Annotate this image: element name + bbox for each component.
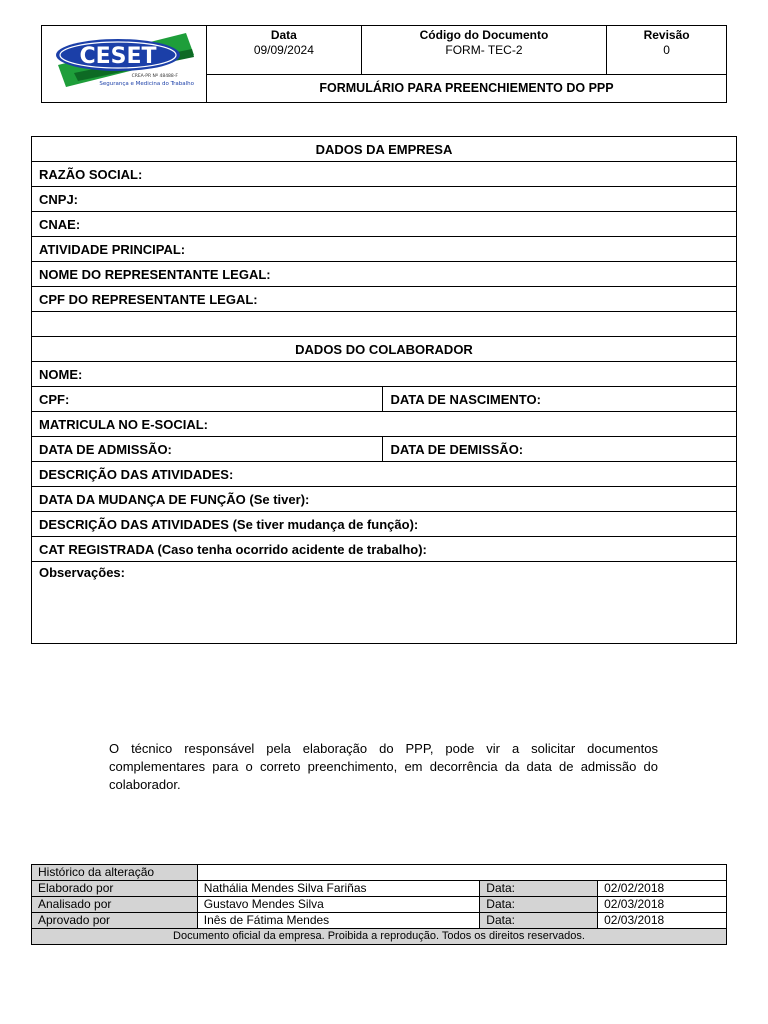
code-label: Código do Documento — [419, 28, 549, 42]
cnae-field[interactable]: CNAE: — [32, 212, 737, 237]
date-label: Data — [270, 28, 297, 42]
person-name: Gustavo Mendes Silva — [197, 897, 480, 913]
revision-history — [31, 864, 727, 945]
revision-value: 0 — [663, 43, 670, 57]
employee-section-title: DADOS DO COLABORADOR — [32, 337, 737, 362]
code-cell — [361, 26, 606, 75]
descricao-mudanca-field[interactable]: DESCRIÇÃO DAS ATIVIDADES (Se tiver mudança de função): — [32, 512, 737, 537]
responsible-note: O técnico responsável pela elaboração do PPP, pode vir a solicitar documentos complementares para o correto preenchimento, em decorrência da data de admissão do colaborador. — [109, 741, 658, 792]
logo-tagline: Segurança e Medicina do Trabalho — [99, 80, 194, 87]
ceset-logo-icon — [44, 27, 204, 99]
cnpj-field[interactable]: CNPJ: — [32, 187, 737, 212]
matricula-field[interactable]: MATRICULA NO E-SOCIAL: — [32, 412, 737, 437]
date-cell — [206, 26, 361, 75]
logo-text: CESET — [79, 43, 157, 69]
revision-cell — [607, 26, 727, 75]
history-value — [197, 865, 726, 881]
revision-label: Revisão — [643, 28, 690, 42]
person-name: Inês de Fátima Mendes — [197, 913, 480, 929]
company-section-title: DADOS DA EMPRESA — [32, 137, 737, 162]
history-label: Histórico da alteração — [32, 865, 198, 881]
nome-field[interactable]: NOME: — [32, 362, 737, 387]
date-label: Data: — [480, 897, 598, 913]
role-label: Elaborado por — [32, 881, 198, 897]
disclaimer: Documento oficial da empresa. Proibida a reprodução. Todos os direitos reservados. — [32, 929, 727, 945]
table-row — [32, 897, 727, 913]
date-label: Data: — [480, 913, 598, 929]
date-value: 02/03/2018 — [598, 897, 727, 913]
role-label: Analisado por — [32, 897, 198, 913]
ppp-form — [31, 136, 737, 644]
descricao-atividades-field[interactable]: DESCRIÇÃO DAS ATIVIDADES: — [32, 462, 737, 487]
document-title: FORMULÁRIO PARA PREENCHIEMENTO DO PPP — [206, 74, 726, 102]
spacer-row — [32, 312, 737, 337]
demissao-field[interactable]: DATA DE DEMISSÃO: — [383, 437, 737, 462]
date-value: 09/09/2024 — [253, 43, 314, 57]
cpf-representante-field[interactable]: CPF DO REPRESENTANTE LEGAL: — [32, 287, 737, 312]
table-row — [32, 913, 727, 929]
date-label: Data: — [480, 881, 598, 897]
razao-social-field[interactable]: RAZÃO SOCIAL: — [32, 162, 737, 187]
logo-registry: CREA-PR Nº 48488-F — [131, 73, 178, 79]
code-value: FORM- TEC-2 — [445, 43, 523, 57]
table-row — [32, 881, 727, 897]
observacoes-field[interactable]: Observações: — [32, 562, 737, 644]
person-name: Nathália Mendes Silva Fariñas — [197, 881, 480, 897]
document-header — [41, 25, 727, 103]
company-logo — [42, 26, 207, 103]
cpf-field[interactable]: CPF: — [32, 387, 383, 412]
admissao-field[interactable]: DATA DE ADMISSÃO: — [32, 437, 383, 462]
role-label: Aprovado por — [32, 913, 198, 929]
date-value: 02/03/2018 — [598, 913, 727, 929]
date-value: 02/02/2018 — [598, 881, 727, 897]
cat-field[interactable]: CAT REGISTRADA (Caso tenha ocorrido acidente de trabalho): — [32, 537, 737, 562]
atividade-principal-field[interactable]: ATIVIDADE PRINCIPAL: — [32, 237, 737, 262]
mudanca-funcao-field[interactable]: DATA DA MUDANÇA DE FUNÇÃO (Se tiver): — [32, 487, 737, 512]
representante-legal-field[interactable]: NOME DO REPRESENTANTE LEGAL: — [32, 262, 737, 287]
nascimento-field[interactable]: DATA DE NASCIMENTO: — [383, 387, 737, 412]
